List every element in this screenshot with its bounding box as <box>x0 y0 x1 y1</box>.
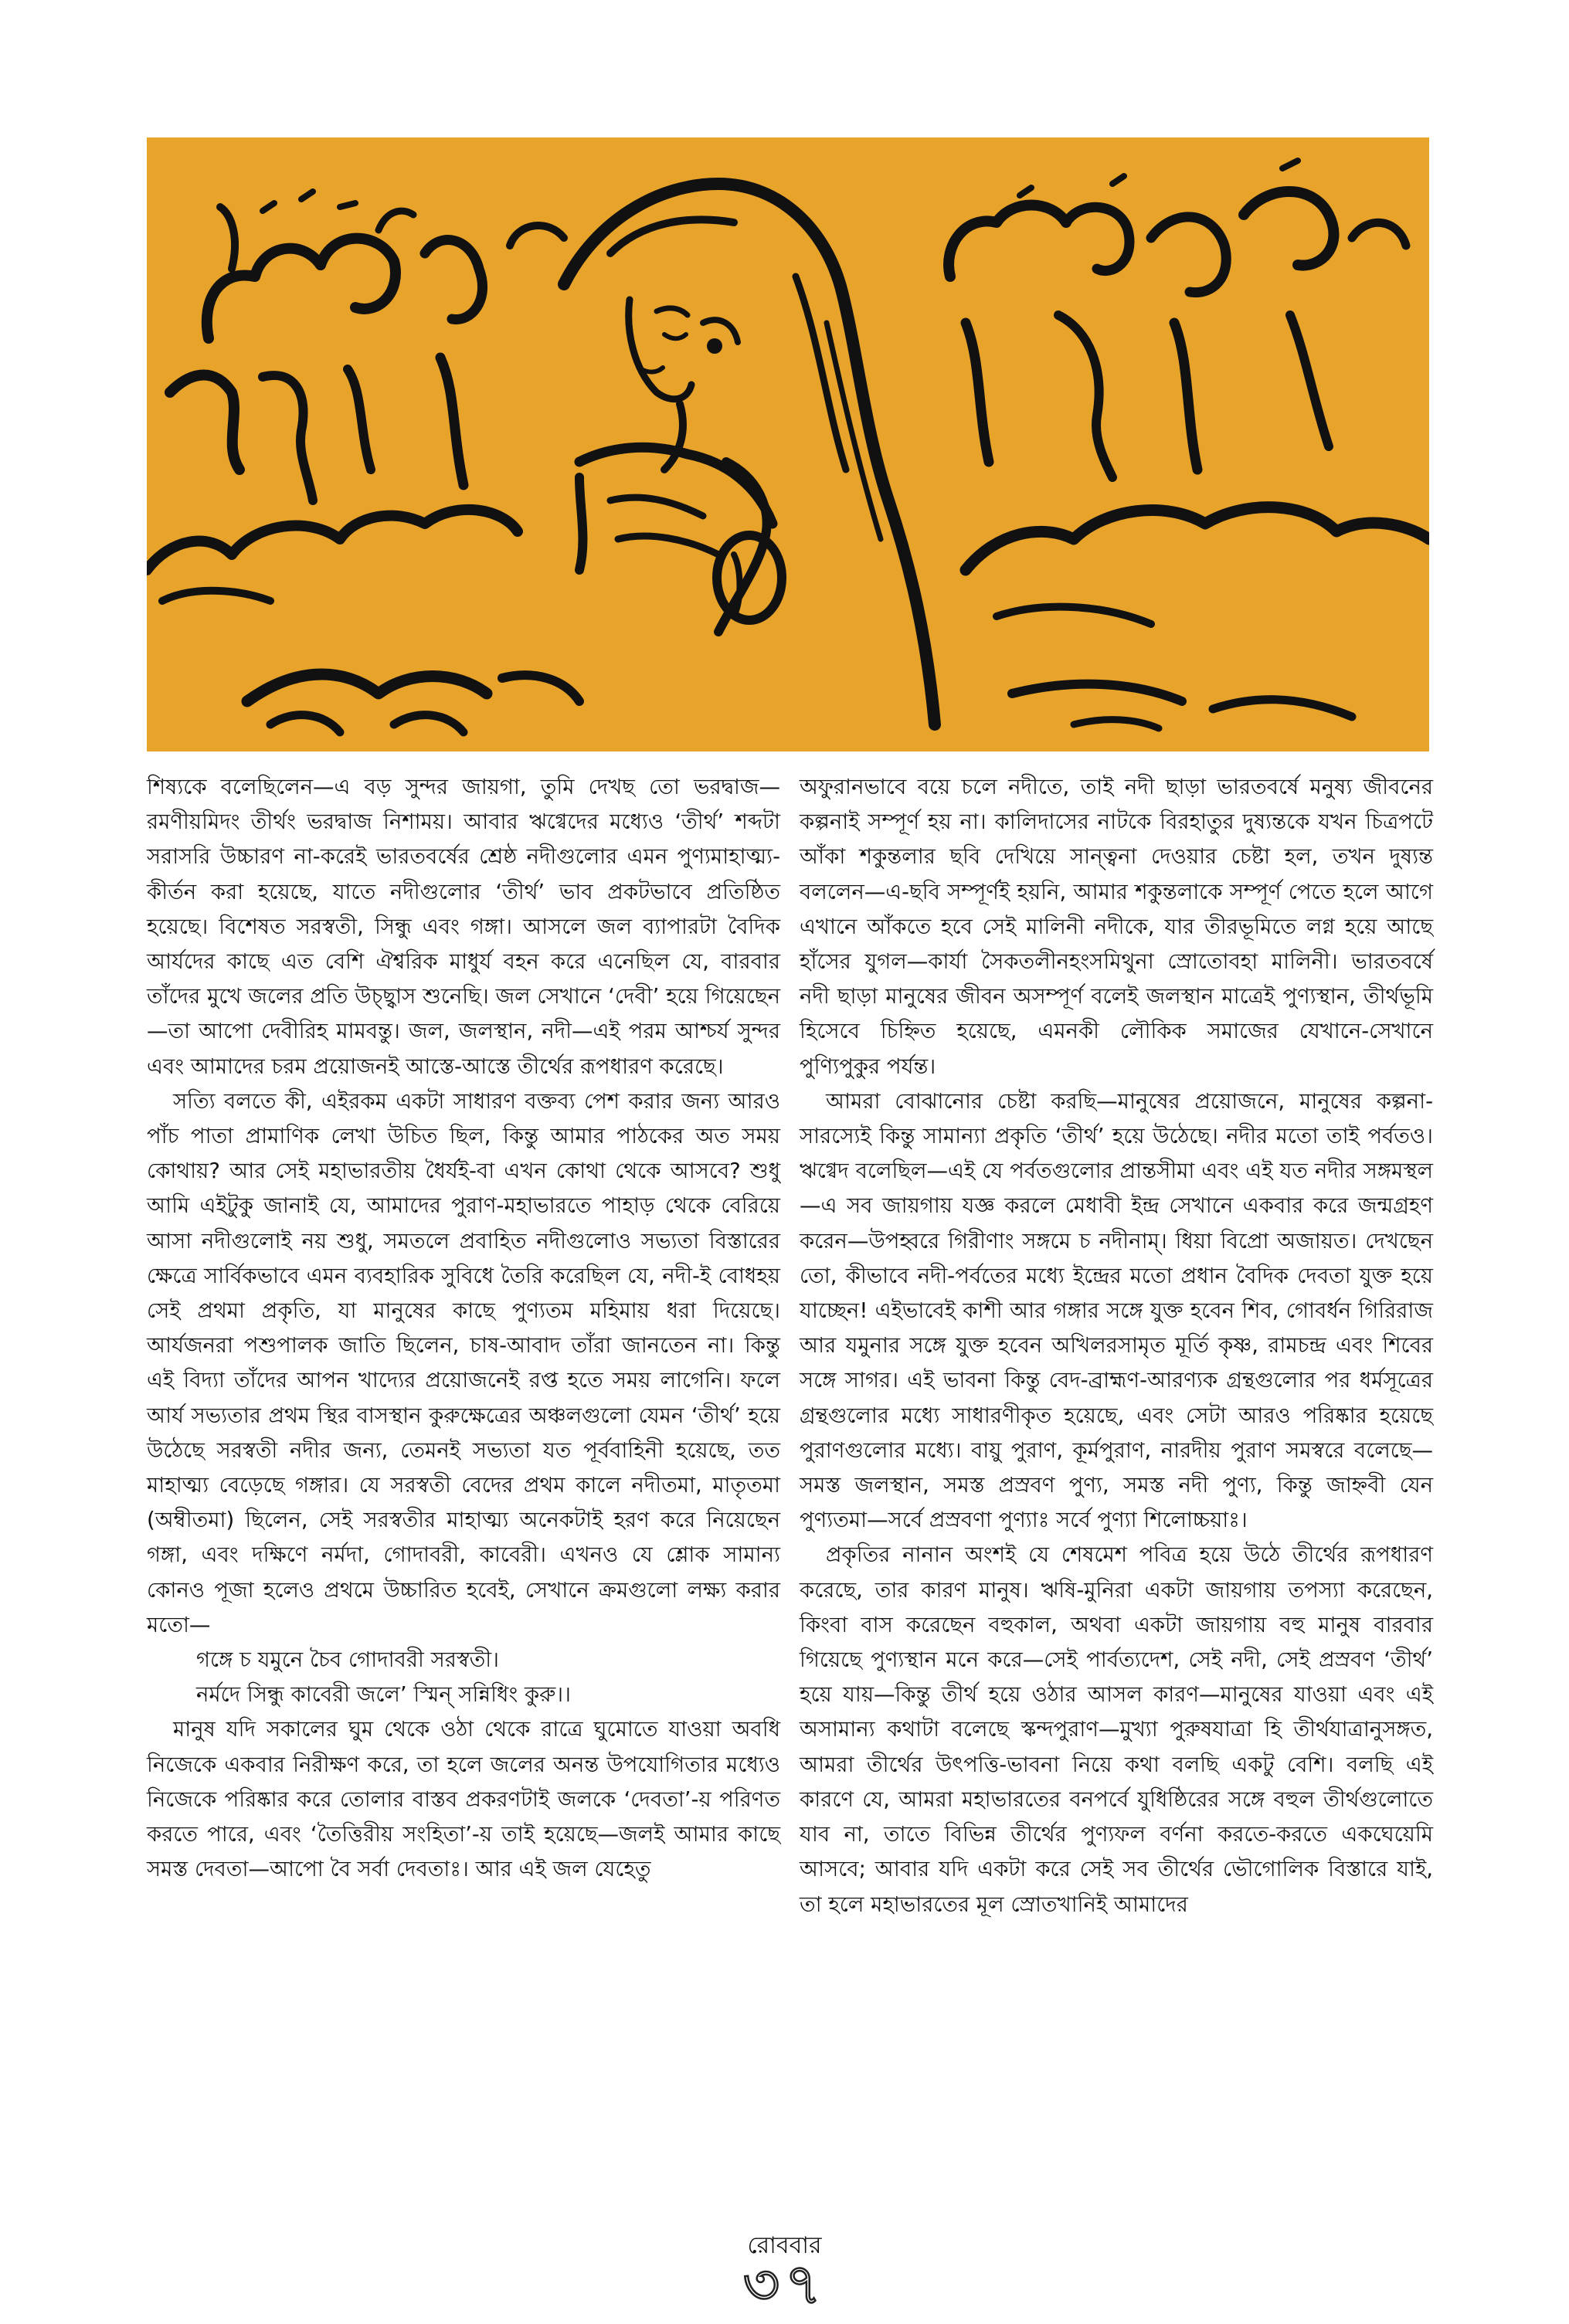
right-text-column <box>800 770 1433 1922</box>
left-paragraph-1: শিষ্যকে বলেছিলেন—এ বড় সুন্দর জায়গা, তুমি দেখছ তো ভরদ্বাজ—রমণীয়মিদং তীর্থং ভরদ্বাজ নিশাময়। আবার ঋগ্বেদের মধ্যেও ‘তীর্থ’ শব্দটা সরাসরি উচ্চারণ না-করেই ভারতবর্ষের শ্রেষ্ঠ নদীগুলোর এমন পুণ্যমাহাত্ম্য-কীর্তন করা হয়েছে, যাতে নদীগুলোর ‘তীর্থ’ ভাব প্রকটভাবে প্রতিষ্ঠিত হয়েছে। বিশেষত সরস্বতী, সিন্ধু এবং গঙ্গা। আসলে জল ব্যাপারটা বৈদিক আর্যদের কাছে এত বেশি ঐশ্বরিক মাধুর্য বহন করে এনেছিল যে, বারবার তাঁদের মুখে জলের প্রতি উচ্ছ্বাস শুনেছি। জল সেখানে ‘দেবী’ হয়ে গিয়েছেন—তা আপো দেবীরিহ মামবন্তু। জল, জলস্থান, নদী—এই পরম আশ্চর্য সুন্দর এবং আমাদের চরম প্রয়োজনই আস্তে-আস্তে তীর্থের রূপধারণ করেছে। <box>147 775 780 1079</box>
verse-line-1: গঙ্গে চ যমুনে চৈব গোদাবরী সরস্বতী। <box>196 1647 499 1673</box>
page-number: ৩৭ <box>742 2251 827 2318</box>
left-text-column <box>147 770 780 1888</box>
left-paragraph-2: সত্যি বলতে কী, এইরকম একটা সাধারণ বক্তব্য পেশ করার জন্য আরও পাঁচ পাতা প্রামাণিক লেখা উচিত ছিল, কিন্তু আমার পাঠকের অত সময় কোথায়? আর সেই মহাভারতীয় ধৈর্যই-বা এখন কোথা থেকে আসবে? শুধু আমি এইটুকু জানাই যে, আমাদের পুরাণ-মহাভারতে পাহাড় থেকে বেরিয়ে আসা নদীগুলোই নয় শুধু, সমতলে প্রবাহিত নদীগুলোও সভ্যতা বিস্তারের ক্ষেত্রে সার্বিকভাবে এমন ব্যবহারিক সুবিধে তৈরি করেছিল যে, নদী-ই বোধহয় সেই প্রথমা প্রকৃতি, যা মানুষের কাছে পুণ্যতম মহিমায় ধরা দিয়েছে। আর্যজনরা পশুপালক জাতি ছিলেন, চাষ-আবাদ তাঁরা জানতেন না। কিন্তু এই বিদ্যা তাঁদের আপন খাদ্যের প্রয়োজনেই রপ্ত হতে সময় লাগেনি। ফলে আর্য সভ্যতার প্রথম স্থির বাসস্থান কুরুক্ষেত্রের অঞ্চলগুলো যেমন ‘তীর্থ’ হয়ে উঠেছে সরস্বতী নদীর জন্য, তেমনই সভ্যতা যত পূর্ববাহিনী হয়েছে, তত মাহাত্ম্য বেড়েছে গঙ্গার। যে সরস্বতী বেদের প্রথম কালে নদীতমা, মাতৃতমা (অম্বীতমা) ছিলেন, সেই সরস্বতীর মাহাত্ম্য অনেকটাই হরণ করে নিয়েছেন গঙ্গা, এবং দক্ষিণে নর্মদা, গোদাবরী, কাবেরী। এখনও যে শ্লোক সামান্য কোনও পূজা হলেও প্রথমে উচ্চারিত হবেই, সেখানে ক্রমগুলো লক্ষ্য করার মতো— <box>147 1088 780 1637</box>
left-paragraph-3: মানুষ যদি সকালের ঘুম থেকে ওঠা থেকে রাত্রে ঘুমোতে যাওয়া অবধি নিজেকে একবার নিরীক্ষণ করে, তা হলে জলের অনন্ত উপযোগিতার মধ্যেও নিজেকে পরিষ্কার করে তোলার বাস্তব প্রকরণটাই জলকে ‘দেবতা’-য় পরিণত করতে পারে, এবং ‘তৈত্তিরীয় সংহিতা’-য় তাই হয়েছে—জলই আমার কাছে সমস্ত দেবতা—আপো বৈ সর্বা দেবতাঃ। আর এই জল যেহেতু <box>147 1717 780 1882</box>
right-paragraph-3: প্রকৃতির নানান অংশই যে শেষমেশ পবিত্র হয়ে উঠে তীর্থের রূপধারণ করেছে, তার কারণ মানুষ। ঋষি-মুনিরা একটা জায়গায় তপস্যা করেছেন, কিংবা বাস করেছেন বহুকাল, অথবা একটা জায়গায় বহু মানুষ বারবার গিয়েছে পুণ্যস্থান মনে করে—সেই পার্বত্যদেশ, সেই নদী, সেই প্রস্রবণ ‘তীর্থ’ হয়ে যায়—কিন্তু তীর্থ হয়ে ওঠার আসল কারণ—মানুষের যাওয়া এবং এই অসামান্য কথাটা বলেছে স্কন্দপুরাণ—মুখ্যা পুরুষযাত্রা হি তীর্থযাত্রানুসঙ্গত, আমরা তীর্থের উৎপত্তি-ভাবনা নিয়ে কথা বলছি একটু বেশি। বলছি এই কারণে যে, আমরা মহাভারতের বনপর্বে যুধিষ্ঠিরের সঙ্গে বহুল তীর্থগুলোতে যাব না, তাতে বিভিন্ন তীর্থের পুণ্যফল বর্ণনা করতে-করতে একঘেয়েমি আসবে; আবার যদি একটা করে সেই সব তীর্থের ভৌগোলিক বিস্তারে যাই, তা হলে মহাভারতের মূল স্রোতখানিই আমাদের <box>800 1542 1433 1917</box>
right-paragraph-1: অফুরানভাবে বয়ে চলে নদীতে, তাই নদী ছাড়া ভারতবর্ষে মনুষ্য জীবনের কল্পনাই সম্পূর্ণ হয় না। কালিদাসের নাটকে বিরহাতুর দুষ্যন্তকে যখন চিত্রপটে আঁকা শকুন্তলার ছবি দেখিয়ে সান্ত্বনা দেওয়ার চেষ্টা হল, তখন দুষ্যন্ত বললেন—এ-ছবি সম্পূর্ণই হয়নি, আমার শকুন্তলাকে সম্পূর্ণ পেতে হলে আগে এখানে আঁকতে হবে সেই মালিনী নদীকে, যার তীরভূমিতে লগ্ন হয়ে আছে হাঁসের যুগল—কার্যা সৈকতলীনহংসমিথুনা স্রোতোবহা মালিনী। ভারতবর্ষে নদী ছাড়া মানুষের জীবন অসম্পূর্ণ বলেই জলস্থান মাত্রেই পুণ্যস্থান, তীর্থভূমি হিসেবে চিহ্নিত হয়েছে, এমনকী লৌকিক সমাজের যেখানে-সেখানে পুণ্যিপুকুর পর্যন্ত। <box>800 775 1433 1079</box>
brush-ink-drawing <box>147 137 1429 751</box>
verse-line-2: নর্মদে সিন্ধু কাবেরী জলে’ স্মিন্ সন্নিধিং কুরু।। <box>196 1682 571 1708</box>
publication-name: রোববার <box>747 2232 822 2259</box>
right-paragraph-2: আমরা বোঝানোর চেষ্টা করছি—মানুষের প্রয়োজনে, মানুষের কল্পনা-সারস্যেই কিন্তু সামান্যা প্রকৃতি ‘তীর্থ’ হয়ে উঠেছে। নদীর মতো তাই পর্বতও। ঋগ্বেদ বলেছিল—এই যে পর্বতগুলোর প্রান্তসীমা এবং এই যত নদীর সঙ্গমস্থল—এ সব জায়গায় যজ্ঞ করলে মেধাবী ইন্দ্র সেখানে একবার করে জন্মগ্রহণ করেন—উপহ্বরে গিরীণাং সঙ্গমে চ নদীনাম্। ধিয়া বিপ্রো অজায়ত। দেখছেন তো, কীভাবে নদী-পর্বতের মধ্যে ইন্দ্রের মতো প্রধান বৈদিক দেবতা যুক্ত হয়ে যাচ্ছেন! এইভাবেই কাশী আর গঙ্গার সঙ্গে যুক্ত হবেন শিব, গোবর্ধন গিরিরাজ আর যমুনার সঙ্গে যুক্ত হবেন অখিলরসামৃত মূর্তি কৃষ্ণ, রামচন্দ্র এবং শিবের সঙ্গে সাগর। এই ভাবনা কিন্তু বেদ-ব্রাহ্মণ-আরণ্যক গ্রন্থগুলোর পর ধর্মসূত্রের গ্রন্থগুলোর মধ্যে সাধারণীকৃত হয়েছে, এবং সেটা আরও পরিষ্কার হয়েছে পুরাণগুলোর মধ্যে। বায়ু পুরাণ, কূর্মপুরাণ, নারদীয় পুরাণ সমস্বরে বলেছে—সমস্ত জলস্থান, সমস্ত প্রস্রবণ পুণ্য, সমস্ত নদী পুণ্য, কিন্তু জাহ্নবী যেন পুণ্যতমা—সর্বে প্রস্রবণা পুণ্যাঃ সর্বে পুণ্যা শিলোচ্চয়াঃ। <box>800 1088 1433 1533</box>
woman-by-river-illustration <box>147 137 1429 751</box>
